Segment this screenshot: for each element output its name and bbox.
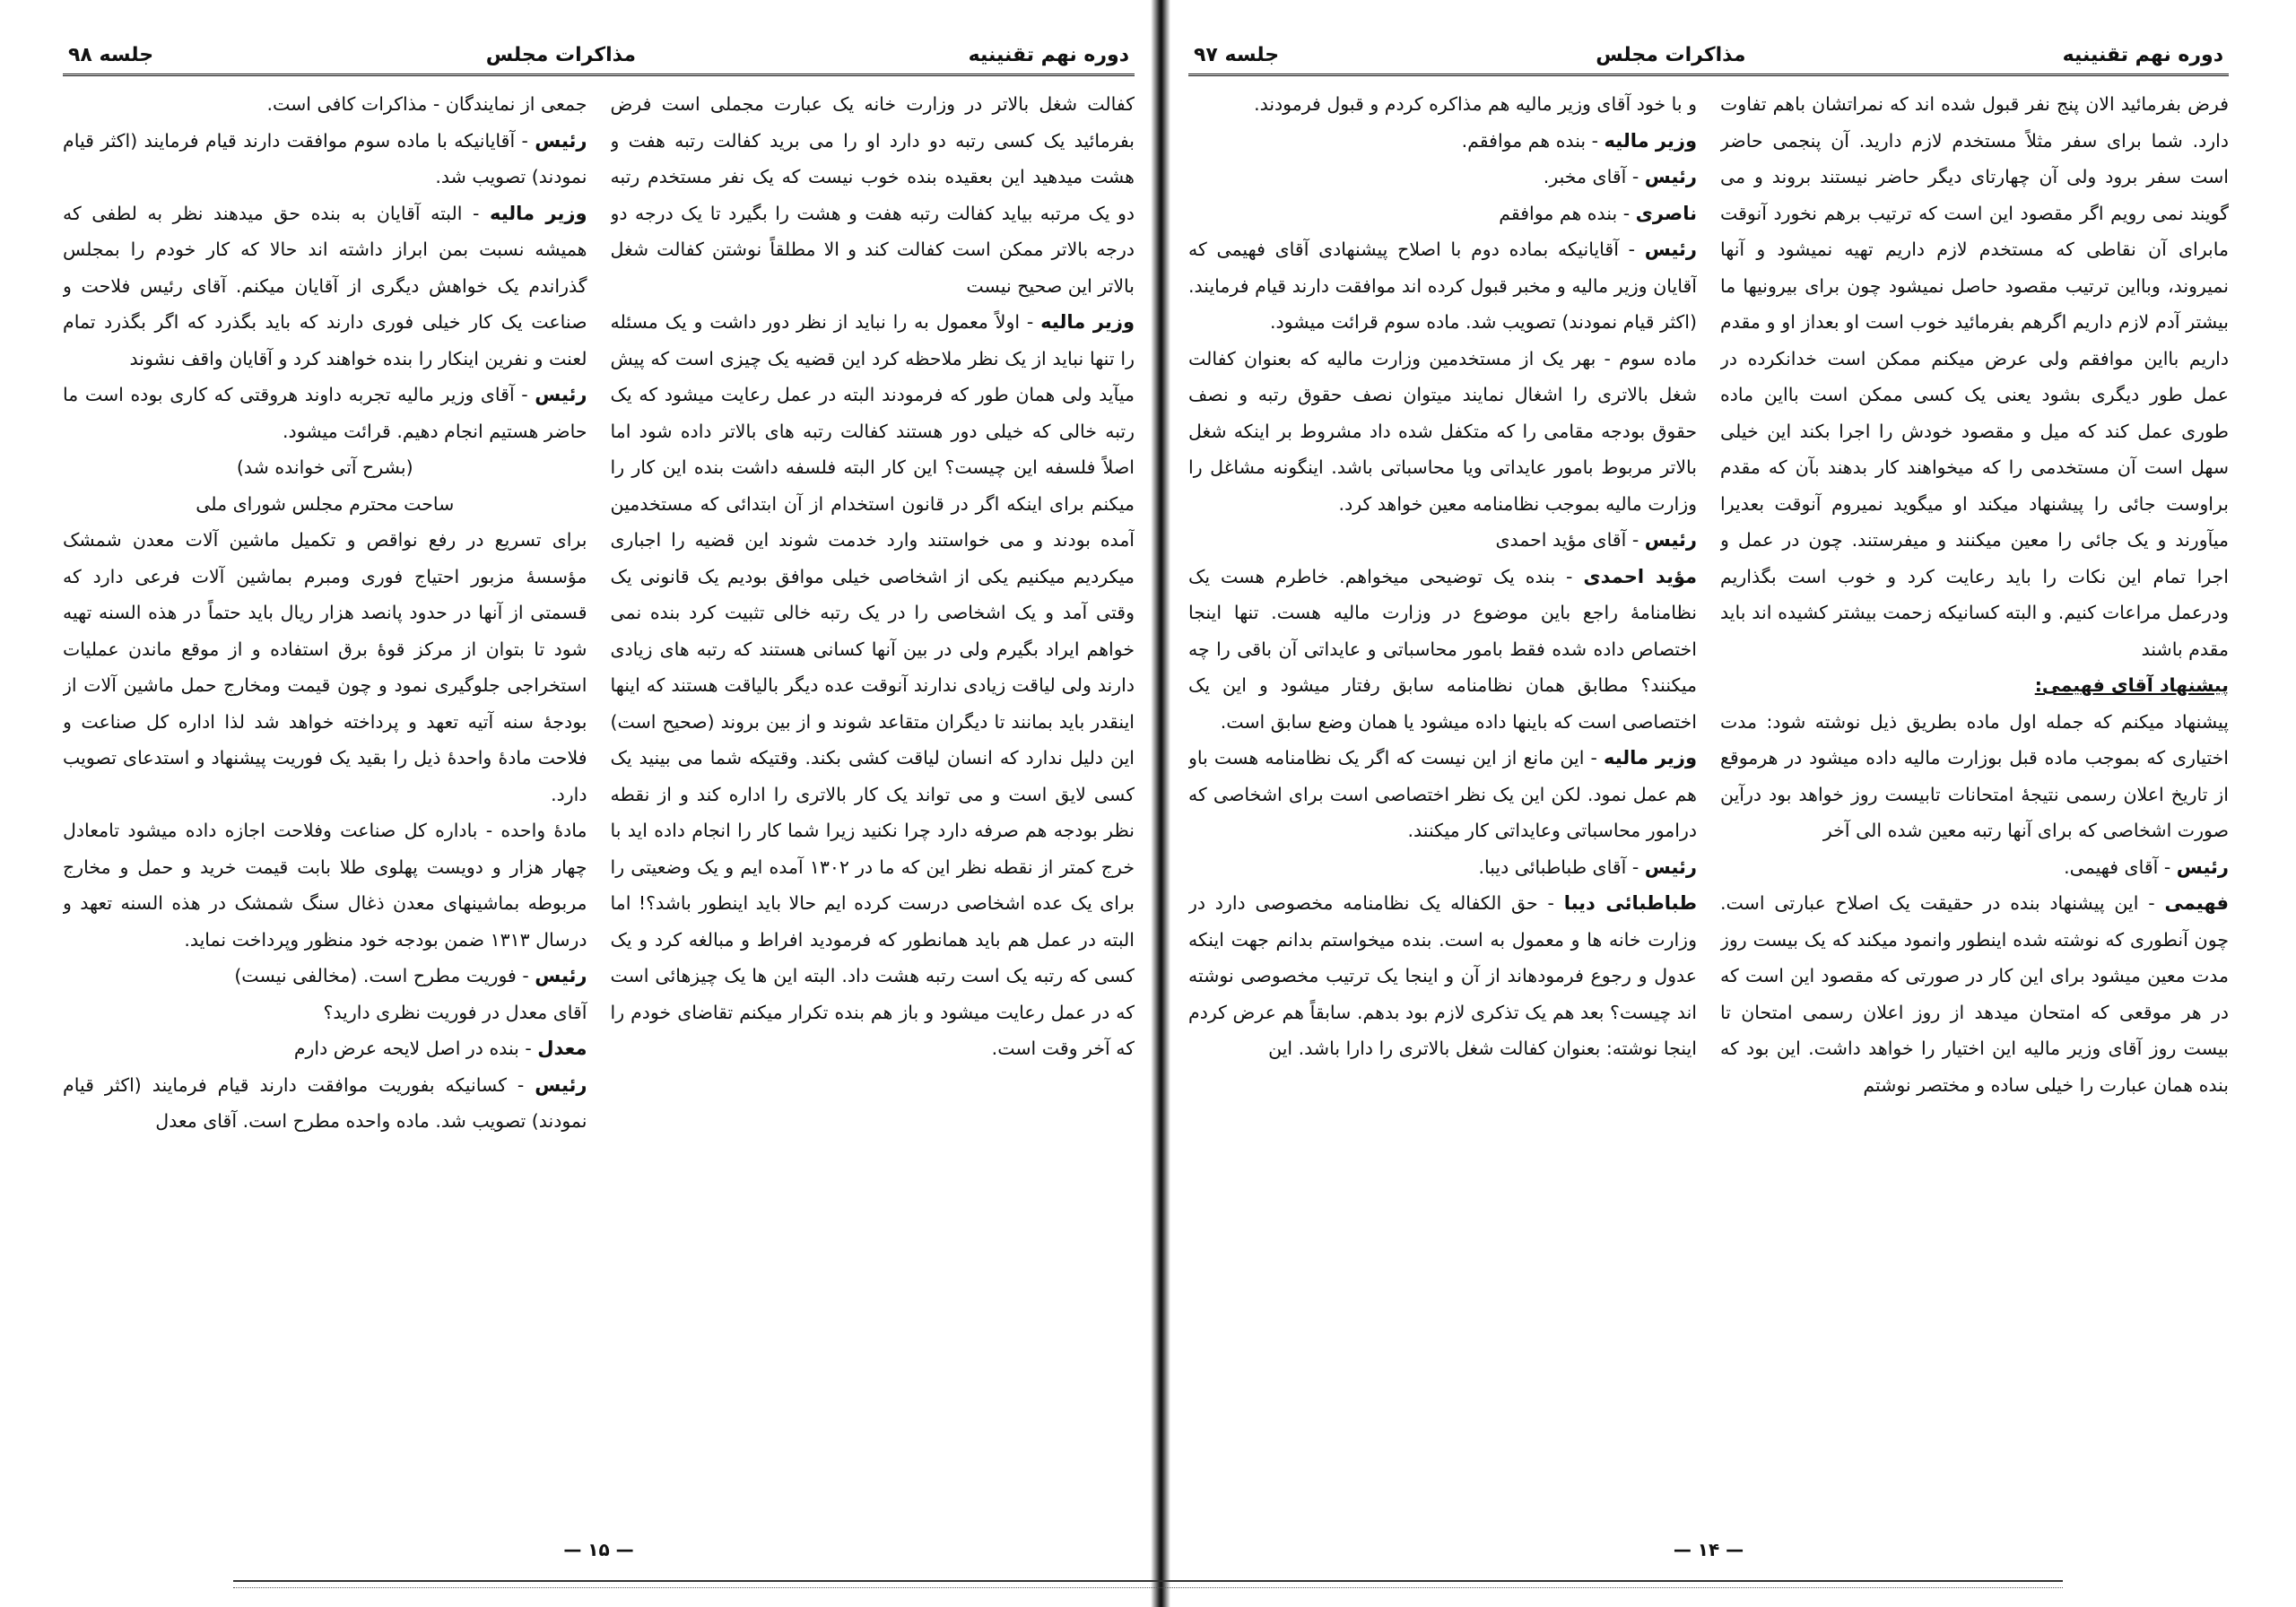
speaker-paragraph [1188,559,1697,741]
left-header-session: دوره نهم تقنینیه [968,43,1129,66]
speaker-paragraph [611,304,1135,1067]
speaker-paragraph [1188,231,1697,341]
speaker-paragraph [63,123,587,195]
speech-text: - حق الکفاله یک نظامنامه مخصوصی دارد در وزارت خانه ها و معمول به است. بنده میخواستم بدانم جهت اینکه عدول و رجوع فرمودهاند از آن و اینجا یک ترتیب مخصوصی نوشته اند چیست؟ بعد هم یک تذکری لازم بود بدهم. سابقاً هم عرض کردم اینجا نوشته: بعنوان کفالت شغل بالاتری را دارا باشد. این [1188,892,1697,1059]
body-paragraph: کفالت شغل بالاتر در وزارت خانه یک عبارت مجملی است فرض بفرمائید یک کسی رتبه دو دارد او را می برید کفالت رتبه هفت و هشت میدهید این بعقیده بنده خوب نیست که یک نفر مستخدم رتبه دو یک مرتبه بیاید کفالت رتبه هفت و هشت را بگیرد تا یک درجه دو درجه بالاتر ممکن است کفالت کند و الا مطلقاً نوشتن کفالت شغل بالاتر این صحیح نیست [610,93,1135,297]
speaker-name: رئیس [2176,856,2229,878]
body-paragraph: پیشنهاد میکنم که جمله اول ماده بطریق ذیل نوشته شود: مدت اختیاری که بموجب ماده قبل بوزارت مالیه داده میشود در هرموقع از تاریخ اعلان رسمی نتیجهٔ امتحانات تابیست روز خواهد بود درآین صورت اشخاصی که برای آنها رتبه معین شده الی آخر [1720,710,2229,841]
proposal-heading [1720,667,2229,704]
speaker-name: فهیمی [2164,892,2229,914]
speaker-paragraph [1188,159,1697,195]
speech-text: - این پیشنهاد بنده در حقیقت یک اصلاح عبارتی است. چون آنطوری که نوشته شده اینطور وانمود میکند که یک بیست روز مدت معین میشود برای این کار در صورتی که مقصود این است که در هر موقعی که امتحان میدهد از روز اعلان رسمی امتحان تا بیست روز آقای وزیر مالیه این اختیار را خواهد داشت. این بود که بنده همان عبارت را خیلی ساده و مختصر نوشتم [1720,892,2229,1096]
speaker-paragraph [1188,195,1697,232]
book-gutter [1151,0,1170,1607]
body-paragraph: جمعی از نمایندگان - مذاکرات کافی است. [266,93,587,115]
speaker-name: وزیر مالیه [1603,747,1697,769]
body-paragraph: برای تسریع در رفع نواقص و تکمیل ماشین آلات معدن شمشک مؤسسهٔ مزبور احتیاج فوری ومبرم بماشین آلات فرعی دارد که قسمتی از آنها در حدود پانصد هزار ریال باید حتماً در هذه السنه تهیه شود تا بتوان از مرکز قوهٔ برق استفاده و از موقع ماندن عملیات استخراجی جلوگیری نمود و چون قیمت ومخارج حمل ماشین آلات از بودجهٔ سنه آتیه تعهد و پرداخته خواهد شد لذا اداره کل صناعت و فلاحت مادهٔ واحدهٔ ذیل را بقید یک فوریت پیشنهاد و استدعای تصویب دارد. [63,529,587,805]
right-header-session-number: جلسه ۹۷ [1194,43,1280,66]
right-page-number: — ۱۴ — [1673,1539,1744,1560]
speaker-name: رئیس [535,384,587,405]
speaker-paragraph [1188,849,1697,886]
left-page-column-right [611,86,1135,1516]
speech-text: - آقای وزیر مالیه تجربه داوند هروقتی که کاری بوده است ما حاضر هستیم انجام دهیم. قرائت میشود. [63,384,587,442]
speaker-paragraph [1188,885,1697,1067]
speech-text: - بنده در اصل لایحه عرض دارم [293,1038,538,1059]
speaker-paragraph [63,195,587,378]
speaker-paragraph [63,958,587,995]
body-paragraph: ماده سوم - بهر یک از مستخدمین وزارت مالیه که بعنوان کفالت شغل بالاتری را اشغال نمایند میتوان نصف حقوق رتبه و نصف حقوق بودجه مقامی را که متکفل شده داد مشروط بر اینکه شغل بالاتر مربوط بامور عایداتی ویا محاسباتی باشد. اینگونه مشاغل را وزارت مالیه بموجب نظامنامه معین خواهد کرد. [1188,347,1697,515]
right-page-column-right [1720,86,2229,1516]
speech-text: - آقای فهیمی. [2064,856,2177,878]
speaker-name: معدل [537,1038,587,1059]
speaker-name: رئیس [1644,529,1697,551]
right-page-header [1188,36,2229,76]
speaker-name: رئیس [1644,166,1697,187]
speech-text: - کسانیکه بفوریت موافقت دارند قیام فرمایند (اکثر قیام نمودند) تصویب شد. ماده واحده مطرح است. آقای معدل [63,1073,587,1132]
left-page [63,36,1135,1578]
left-header-title: مذاکرات مجلس [485,43,636,66]
speaker-name: مؤید احمدی [1583,565,1697,587]
speaker-name: رئیس [535,129,587,152]
speaker-name: وزیر مالیه [1604,129,1697,152]
speaker-name: رئیس [535,965,587,986]
speech-text: - آقای مخبر. [1543,166,1645,187]
speaker-paragraph [63,1030,587,1067]
right-header-title: مذاکرات مجلس [1596,43,1746,66]
speech-text: - بنده هم موافقم. [1461,129,1605,152]
speech-text: - آقای مؤید احمدی [1495,529,1645,551]
right-header-session: دوره نهم تقنینیه [2062,43,2223,66]
speaker-name: ناصری [1635,202,1697,224]
speaker-name: رئیس [1644,239,1697,260]
speaker-paragraph [63,377,587,449]
speaker-paragraph [1720,849,2229,886]
speaker-name: رئیس [535,1073,587,1096]
speaker-paragraph [1188,522,1697,559]
right-page-columns [1188,86,2229,1516]
body-paragraph: و با خود آقای وزیر مالیه هم مذاکره کردم و قبول فرمودند. [1254,93,1697,115]
body-paragraph: آقای معدل در فوریت نظری دارید؟ [323,1001,587,1023]
centered-line: ساحت محترم مجلس شورای ملی [196,492,455,515]
speech-text: - آقای طباطبائی دیبا. [1478,856,1645,878]
body-paragraph: فرض بفرمائید الان پنج نفر قبول شده اند که نمراتشان باهم تفاوت دارد. شما برای سفر مثلاً مستخدم لازم دارید. آن پنجمی حاضر است سفر برود ولی آن چهارتای دیگر حاضر نیستند بروند و می گویند نمی رویم اگر مقصود این است که ترتیب برهم نخورد آنوقت مابرای آن نقاطی که مستخدم لازم داریم تهیه نمیشود و آنها نمیروند، وبااین ترتیب مقصود حاصل نمیشود چون برای بیرونیها ما بیشتر آدم لازم داریم اگرهم بفرمائید خوب است او بعداز او و مقدم داریم بااین موافقم ولی عرض میکنم ممکن است خدانکرده در عمل طور دیگری بشود یعنی یک کسی ممکن است بااین ماده طوری عمل کند که میل و مقصود خودش را اجرا بکند این خیلی سهل است آن مستخدمی را که میخواهند کار بدهند بآن که مقدم براوست جائی را پیشنهاد میکند او میگوید نمیروم آنوقت بعدیرا میآورند و یک جائی را معین میکنند و میفرستند. چون در عمل و اجرا تمام این نکات را باید رعایت کرد و خوب است بگذاریم ودرعمل مراعات کنیم. و البته کسانیکه زحمت بیشتر کشیده اند باید مقدم باشند [1720,93,2229,660]
speaker-paragraph [1188,123,1697,160]
speaker-name: رئیس [1644,856,1697,878]
speech-text: - این مانع از این نیست که اگر یک نظامنامه هست باو هم عمل نمود. لکن این یک نظر اختصاصی است برای اشخاصی که درامور محاسباتی وعایداتی کار میکنند. [1188,747,1697,841]
speech-text: - آقایانیکه با ماده سوم موافقت دارند قیام فرمایند (اکثر قیام نمودند) تصویب شد. [63,129,587,187]
speech-text: - البته آقایان به بنده حق میدهند نظر به لطفی که همیشه نسبت بمن ابراز داشته اند حالا که کار خودم را بمجلس گذراندم یک خواهش دیگری از آقایان میکنم. آقای رئیس فلاحت و صناعت یک کار خیلی فوری دارند که باید بگذرد که اگر بگذرد تمام لعنت و نفرین اینکار را بنده خواهند کرد و آقایان واقف نشوند [63,202,587,369]
speech-text: - اولاً معمول به را نباید از نظر دور داشت و یک مسئله را تنها نباید از یک نظر ملاحظه کرد این قضیه یک چیزی است که پیش میآید ولی همان طور که فرمودند البته در عمل رعایت میشود که یک رتبه خالی که خیلی دور هستند کفالت رتبه های بالاتر داده شود اما اصلاً فلسفه این چیست؟ این کار البته فلسفه داشت بنده این کار را میکنم برای اینکه اگر در قانون استخدام از آن ابتدائی که مستخدمین آمده بودند و می خواستند وارد خدمت شوند این قضیه را اجباری میکردیم میکنیم یکی از اشخاصی خیلی موافق بودیم یک قانونی یک وقتی آمد و یک اشخاصی را در یک رتبه خالی تثبیت کرد بنده نمی خواهم ایراد بگیرم ولی در بین آنها کسانی هستند که رتبه های زیادی دارند ولی لیاقت زیادی ندارند آنوقت عده دیگر بالیاقت هستند که اینها اینقدر باید بمانند تا دیگران متقاعد شوند و از بین بروند (صحیح است) این دلیل ندارد که انسان لیاقت کشی بکند. وقتیکه شما می بینید یک کسی لایق است و می تواند یک کار بالاتری را اداره کند و از نقطه نظر بودجه هم صرفه دارد چرا نکنید زیرا شما کار را انجام داده اید با خرج کمتر از نقطه نظر این که ما در ۱۳۰۲ آمده ایم و یک وضعیتی را برای یک عده اشخاصی درست کرده ایم حالا باید اینطور باشد؟! اما البته در عمل هم باید همانطور که فرمودید افراط و مبالغه کرد و یک کسی که رتبه یک است رتبه هشت داد. البته این ها یک چیزهائی است که در عمل رعایت میشود و باز هم بنده تکرار میکنم تقاضای خودم را که آخر وقت است. [610,311,1135,1059]
left-page-column-left [63,86,587,1516]
speech-text: - آقایانیکه بماده دوم با اصلاح پیشنهادی آقای فهیمی که آقایان وزیر مالیه و مخبر قبول کرده اند موافقت دارند قیام فرمایند. (اکثر قیام نمودند) تصویب شد. ماده سوم قرائت میشود. [1188,239,1697,333]
left-page-header [63,36,1135,76]
speaker-name: وزیر مالیه [1040,311,1135,333]
speech-text: - بنده یک توضیحی میخواهم. خاطرم هست یک نظامنامهٔ راجع باین موضوع در وزارت مالیه هست. تنها اینجا اختصاص داده شده فقط بامور محاسباتی و عایداتی آن باقی را چه میکنند؟ مطابق همان نظامنامه سابق رفتار میشود و این یک اختصاصی است که باینها داده میشود یا همان وضع سابق است. [1188,565,1697,733]
right-page [1188,36,2229,1578]
speech-text: - بنده هم موافقم [1499,202,1636,224]
speaker-paragraph [63,1067,587,1140]
proposal-heading-text: پیشنهاد آقای فهیمی: [2034,674,2229,696]
left-page-columns [63,86,1135,1516]
left-header-session-number: جلسه ۹۸ [68,43,154,66]
page-bottom-edge [233,1580,2063,1588]
centered-line: (بشرح آتی خوانده شد) [236,456,413,478]
speaker-paragraph [1720,885,2229,1103]
speaker-paragraph [1188,740,1697,849]
right-page-column-left [1188,86,1697,1516]
speech-text: - فوریت مطرح است. (مخالفی نیست) [234,965,535,986]
left-page-number: — ۱۵ — [563,1539,634,1560]
speaker-name: طباطبائی دیبا [1563,892,1697,914]
speaker-name: وزیر مالیه [489,202,587,224]
body-paragraph: مادهٔ واحده - باداره کل صناعت وفلاحت اجازه داده میشود تامعادل چهار هزار و دویست پهلوی طلا بابت قیمت خرید و حمل و مخارج مربوطه بماشینهای معدن ذغال سنگ شمشک در هذه السنه تعهد و درسال ۱۳۱۳ ضمن بودجه خود منظور وپرداخت نماید. [63,820,587,951]
